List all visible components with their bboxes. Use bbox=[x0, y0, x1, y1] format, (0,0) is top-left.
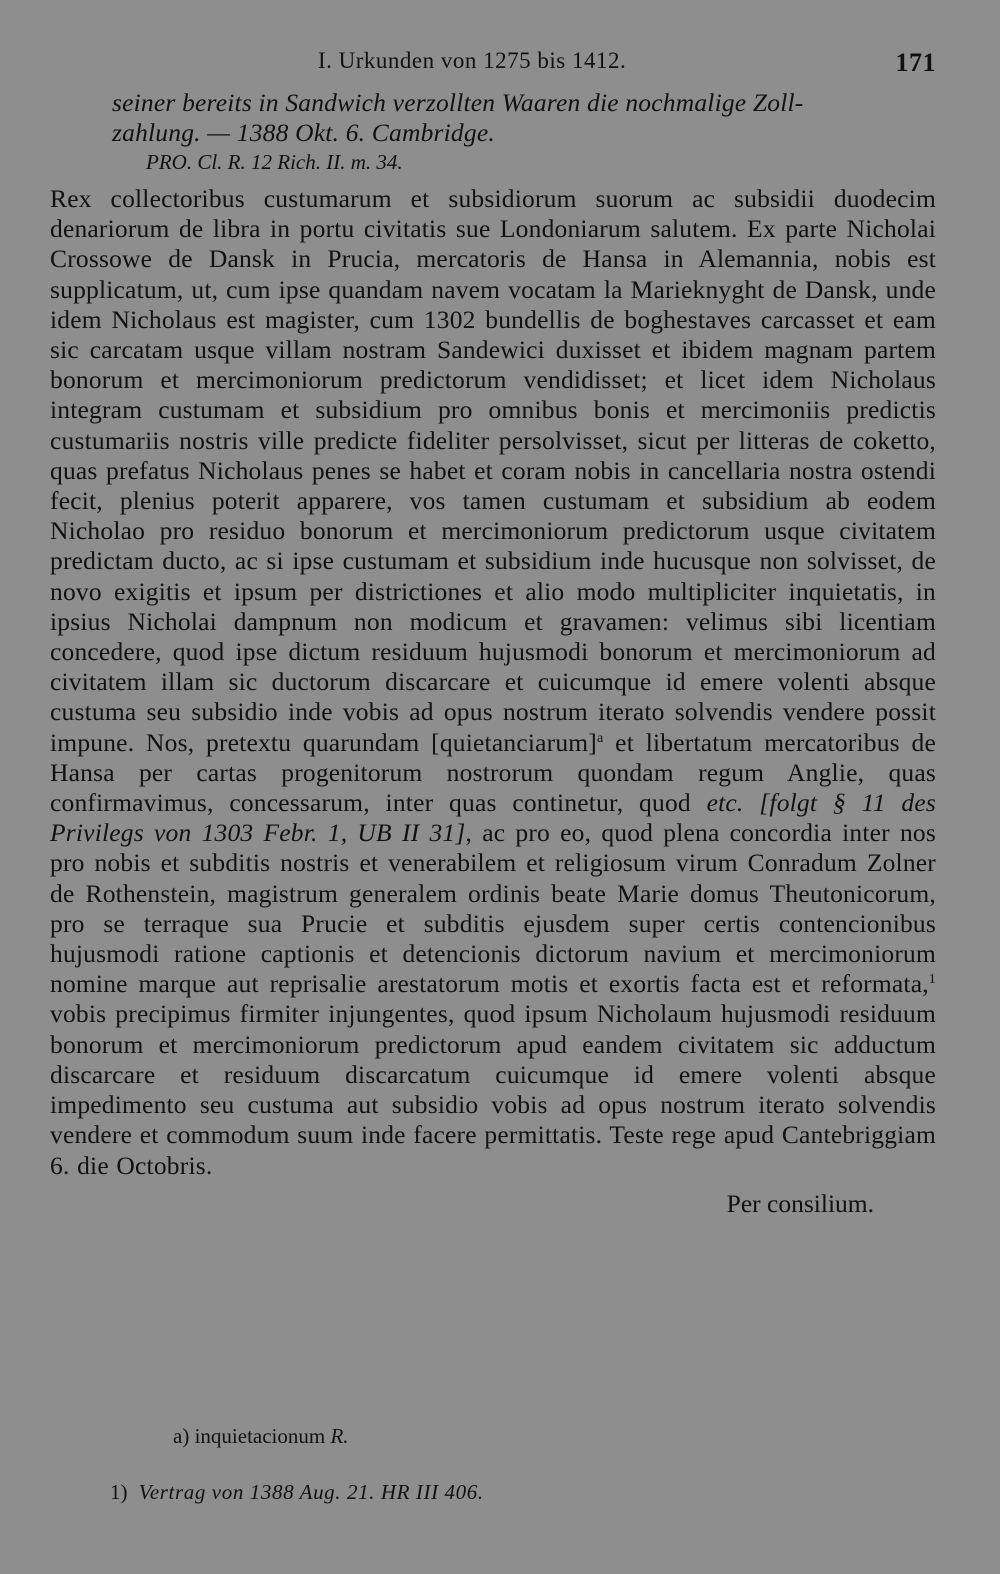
editorial-insertion: [folgt § 11 des Privilegs von 1303 Febr. 1, UB II 31] bbox=[50, 788, 936, 848]
page bbox=[50, 48, 936, 1219]
footnote-1-label: 1) bbox=[110, 1480, 128, 1504]
footnote-a-text: inquietacionum bbox=[194, 1424, 326, 1448]
running-head bbox=[50, 48, 936, 88]
footnote-1 bbox=[110, 1480, 484, 1505]
footnote-1-text: Vertrag von 1388 Aug. 21. HR III 406. bbox=[138, 1480, 484, 1504]
footnote-a-marker: a bbox=[597, 730, 604, 746]
etc-abbreviation: etc. bbox=[706, 788, 744, 818]
document-body bbox=[50, 184, 936, 1181]
body-text-part-4: vobis precipimus firmiter injungentes, quod ipsum Nicholaum hujusmodi residuum bonorum et mercimoniorum predictorum apud eandem civitatem sic adductum discarcare et residuum discarcatum cuicumque id emere volenti absque impedimento seu custuma aut subsidio vobis ad opus nostrum iterato solvendis vendere et commodum suum inde facere permittatis. Teste rege apud Cantebriggiam 6. die Octobris. bbox=[50, 999, 936, 1180]
footnote-a-source: R. bbox=[330, 1424, 349, 1448]
body-text-part-2: et libertatum mercatoribus de Hansa per cartas progenitorum nostrorum quondam regum Anglie, quas confirmavimus, concessarum, inter quas continetur, quod bbox=[50, 727, 937, 818]
footnote-a bbox=[173, 1424, 349, 1449]
spacer-text bbox=[744, 788, 760, 817]
archival-source: PRO. Cl. R. 12 Rich. II. m. 34. bbox=[146, 150, 403, 174]
footnote-1-marker: 1 bbox=[928, 972, 936, 988]
page-number: 171 bbox=[895, 48, 936, 77]
body-paragraph bbox=[50, 184, 936, 1181]
signature-line: Per consilium. bbox=[726, 1188, 874, 1218]
body-text-part-3: , ac pro eo, quod plena concordia inter nos pro nobis et subditis nostris et venerabilem et religiosum virum Conradum Zolner de Rothenstein, magistrum generalem ordinis beate Marie domus Theutonicorum, pro se terraque sua Prucie et subditis ejusdem super certis contencionibus hujusmodi ratione captionis et detencionis dictorum navium et mercimoniorum nomine marque aut reprisalie arestatorum motis et exortis facta est et reformata, bbox=[50, 818, 936, 999]
heading-line-1: seiner bereits in Sandwich verzollten Waaren die nochmalige Zoll- bbox=[112, 88, 804, 117]
footnote-a-label: a) bbox=[173, 1424, 190, 1448]
document-heading bbox=[112, 88, 936, 148]
body-text-part-1: Rex collectoribus custumarum et subsidiorum suorum ac subsidii duodecim denariorum de libra in portu civitatis sue Londoniarum salutem. Ex parte Nicholai Crossowe de Dansk in Prucia, mercatoris de Hansa in Alemannia, nobis est supplicatum, ut, cum ipse quandam navem vocatam la Marieknyght de Dansk, unde idem Nicholaus est magister, cum 1302 bundellis de boghestaves carcasset et eam sic carcatam usque villam nostram Sandewici duxisset et ibidem magnam partem bonorum et mercimoniorum predictorum vendidisset; et licet idem Nicholaus integram custumam et subsidium pro omnibus bonis et mercimoniis predictis custumariis nostris ville predicte fideliter persolvisset, sicut per litteras de coketto, quas prefatus Nicholaus penes se habet et coram nobis in cancellaria nostra ostendi fecit, plenius poterit apparere, vos tamen custumam et subsidium ab eodem Nicholao pro residuo bonorum et mercimoniorum predictorum usque civitatem predictam ducto, ac si ipse custumam et subsidium inde hucusque non solvisset, de novo exigitis et ipsum per districtiones et alio modo multipliciter inquietatis, in ipsius Nicholai dampnum non modicum et gravamen: velimus sibi licentiam concedere, quod ipse dictum residuum hujusmodi bonorum et mercimoniorum ad civitatem illam sic ductorum discarcare et cuicumque id emere volenti absque custuma seu subsidio inde vobis ad opus nostrum iterato solvendis vendere possit impune. Nos, pretextu quarundam [quietanciarum] bbox=[50, 184, 936, 757]
running-title: I. Urkunden von 1275 bis 1412. bbox=[318, 48, 627, 73]
heading-line-2: zahlung. — 1388 Okt. 6. Cambridge. bbox=[112, 118, 495, 147]
